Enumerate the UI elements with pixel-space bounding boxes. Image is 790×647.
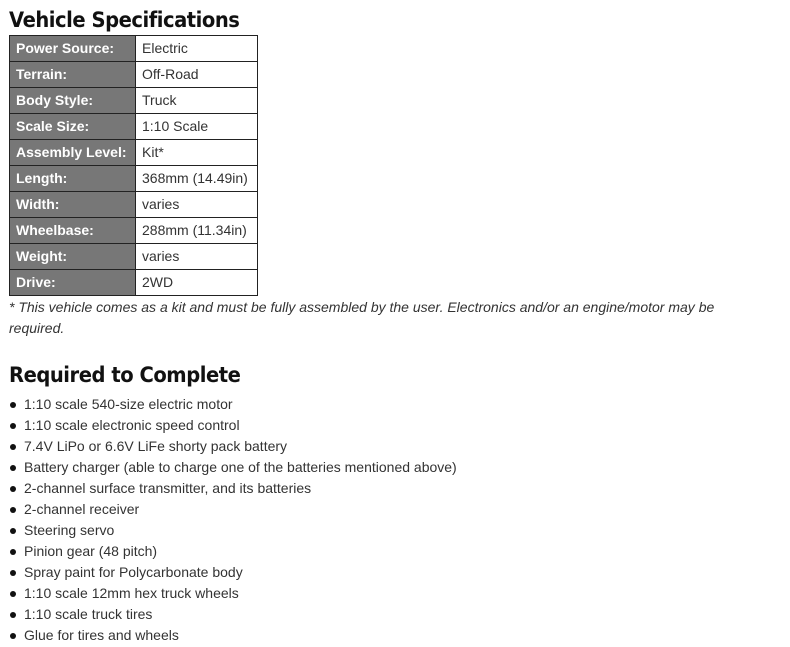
required-heading: Required to Complete — [9, 363, 241, 387]
list-item: 1:10 scale 540-size electric motor — [24, 394, 779, 415]
spec-value: 288mm (11.34in) — [136, 218, 258, 244]
spec-value: Truck — [136, 88, 258, 114]
spec-value: 1:10 Scale — [136, 114, 258, 140]
spec-label: Scale Size: — [10, 114, 136, 140]
list-item: Spray paint for Polycarbonate body — [24, 562, 779, 583]
list-item: 1:10 scale 12mm hex truck wheels — [24, 583, 779, 604]
list-item: Glue for tires and wheels — [24, 625, 779, 646]
spec-label: Body Style: — [10, 88, 136, 114]
table-row — [10, 88, 258, 114]
spec-value: 368mm (14.49in) — [136, 166, 258, 192]
list-item: Pinion gear (48 pitch) — [24, 541, 779, 562]
spec-label: Wheelbase: — [10, 218, 136, 244]
list-item: Battery charger (able to charge one of the batteries mentioned above) — [24, 457, 779, 478]
spec-label: Drive: — [10, 270, 136, 296]
spec-label: Assembly Level: — [10, 140, 136, 166]
list-item: 1:10 scale electronic speed control — [24, 415, 779, 436]
spec-value: Electric — [136, 36, 258, 62]
list-item: 1:10 scale truck tires — [24, 604, 779, 625]
table-row — [10, 166, 258, 192]
spec-label: Power Source: — [10, 36, 136, 62]
specs-table — [9, 35, 258, 296]
spec-value: Off-Road — [136, 62, 258, 88]
list-item: 7.4V LiPo or 6.6V LiFe shorty pack battery — [24, 436, 779, 457]
table-row — [10, 36, 258, 62]
spec-value: 2WD — [136, 270, 258, 296]
kit-footnote: * This vehicle comes as a kit and must be fully assembled by the user. Electronics and/or an engine/motor may be required. — [9, 299, 715, 336]
table-row — [10, 62, 258, 88]
spec-value: varies — [136, 244, 258, 270]
spec-value: varies — [136, 192, 258, 218]
list-item: 2-channel surface transmitter, and its batteries — [24, 478, 779, 499]
table-row — [10, 244, 258, 270]
spec-label: Length: — [10, 166, 136, 192]
table-row — [10, 270, 258, 296]
spec-value: Kit* — [136, 140, 258, 166]
required-items-list — [9, 394, 779, 646]
spec-label: Terrain: — [10, 62, 136, 88]
list-item: 2-channel receiver — [24, 499, 779, 520]
spec-label: Weight: — [10, 244, 136, 270]
table-row — [10, 218, 258, 244]
table-row — [10, 114, 258, 140]
product-details — [9, 5, 779, 646]
table-row — [10, 192, 258, 218]
table-row — [10, 140, 258, 166]
specs-heading: Vehicle Specifications — [9, 8, 240, 32]
spec-label: Width: — [10, 192, 136, 218]
list-item: Steering servo — [24, 520, 779, 541]
